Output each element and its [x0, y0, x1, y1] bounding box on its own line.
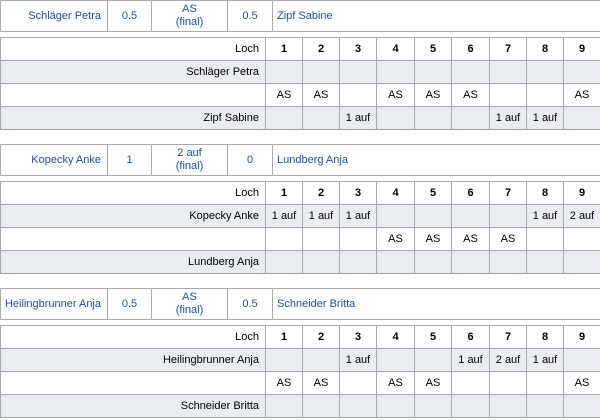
hole-status: AS: [452, 228, 490, 251]
hole-status: [452, 61, 490, 84]
hole-status: AS: [490, 228, 527, 251]
hole-status: [303, 349, 340, 372]
row-player-name: Heilingbrunner Anja: [1, 349, 266, 372]
all-square-row: [1, 372, 600, 395]
player1-row: [1, 61, 600, 84]
hole-status: AS: [303, 372, 340, 395]
hole-status: [303, 228, 340, 251]
hole-status: [415, 107, 452, 130]
hole-number: 2: [303, 38, 340, 61]
hole-status: [452, 372, 490, 395]
hole-status: AS: [303, 84, 340, 107]
result-note: (final): [175, 16, 204, 28]
result-text: AS: [182, 3, 197, 15]
holes-label: Loch: [1, 182, 266, 205]
hole-status: [490, 205, 527, 228]
hole-status: AS: [266, 84, 303, 107]
hole-status: [490, 84, 527, 107]
row-player-name: [1, 372, 266, 395]
hole-number: 3: [340, 38, 377, 61]
match-result: [152, 1, 228, 32]
hole-number: 4: [377, 182, 415, 205]
hole-number: 7: [490, 326, 527, 349]
hole-status: 2 auf: [564, 205, 600, 228]
hole-number: 3: [340, 326, 377, 349]
result-text: AS: [182, 291, 197, 303]
hole-status: [266, 251, 303, 274]
hole-status: [490, 395, 527, 418]
hole-status: 1 auf: [266, 205, 303, 228]
hole-by-hole-table: [0, 181, 600, 274]
hole-status: [340, 395, 377, 418]
hole-status: [340, 84, 377, 107]
player2-row: [1, 395, 600, 418]
hole-number: 6: [452, 182, 490, 205]
hole-number: 5: [415, 182, 452, 205]
hole-status: AS: [564, 372, 600, 395]
hole-status: [490, 251, 527, 274]
hole-number: 1: [266, 182, 303, 205]
hole-status: [266, 61, 303, 84]
hole-status: [452, 251, 490, 274]
hole-status: [340, 372, 377, 395]
row-player-name: [1, 228, 266, 251]
hole-number: 8: [527, 326, 564, 349]
hole-status: 1 auf: [340, 349, 377, 372]
player1-name[interactable]: Schläger Petra: [1, 1, 108, 32]
hole-status: [452, 395, 490, 418]
hole-status: [527, 251, 564, 274]
hole-number: 1: [266, 326, 303, 349]
player1-points: 0.5: [108, 1, 152, 32]
hole-status: [340, 251, 377, 274]
hole-status: [303, 395, 340, 418]
hole-status: [527, 61, 564, 84]
hole-status: [377, 61, 415, 84]
row-player-name: [1, 84, 266, 107]
hole-status: [490, 372, 527, 395]
hole-number: 2: [303, 326, 340, 349]
hole-status: [266, 107, 303, 130]
hole-by-hole-table: [0, 325, 600, 418]
hole-number: 7: [490, 38, 527, 61]
hole-number: 2: [303, 182, 340, 205]
player1-name[interactable]: Kopecky Anke: [1, 145, 108, 176]
hole-status: [303, 107, 340, 130]
match-summary: [0, 0, 600, 32]
all-square-row: [1, 228, 600, 251]
player1-row: [1, 205, 600, 228]
hole-status: AS: [452, 84, 490, 107]
hole-number: 7: [490, 182, 527, 205]
hole-status: [527, 395, 564, 418]
hole-number: 4: [377, 326, 415, 349]
match-result: [152, 289, 228, 320]
hole-status: AS: [266, 372, 303, 395]
hole-status: [266, 395, 303, 418]
hole-number: 9: [564, 38, 600, 61]
hole-status: AS: [377, 372, 415, 395]
holes-header-row: [1, 182, 600, 205]
hole-status: [415, 205, 452, 228]
hole-status: [377, 251, 415, 274]
holes-header-row: [1, 326, 600, 349]
hole-status: [377, 205, 415, 228]
holes-label: Loch: [1, 326, 266, 349]
hole-status: [415, 61, 452, 84]
row-player-name: Kopecky Anke: [1, 205, 266, 228]
hole-status: AS: [377, 84, 415, 107]
hole-status: [527, 372, 564, 395]
hole-number: 3: [340, 182, 377, 205]
match-summary: [0, 288, 600, 320]
row-player-name: Zipf Sabine: [1, 107, 266, 130]
hole-status: [377, 349, 415, 372]
hole-number: 5: [415, 326, 452, 349]
hole-number: 8: [527, 182, 564, 205]
player1-points: 1: [108, 145, 152, 176]
hole-status: AS: [564, 84, 600, 107]
hole-status: [415, 251, 452, 274]
result-note: (final): [175, 160, 204, 172]
hole-status: [564, 228, 600, 251]
hole-status: 1 auf: [340, 205, 377, 228]
player1-points: 0.5: [108, 289, 152, 320]
hole-status: [564, 349, 600, 372]
hole-status: [452, 107, 490, 130]
match-summary: [0, 144, 600, 176]
hole-status: [415, 349, 452, 372]
hole-status: AS: [377, 228, 415, 251]
hole-status: AS: [415, 228, 452, 251]
hole-status: 1 auf: [452, 349, 490, 372]
hole-status: 1 auf: [490, 107, 527, 130]
result-text: 2 auf: [177, 147, 202, 159]
player2-points: 0.5: [228, 289, 273, 320]
player1-row: [1, 349, 600, 372]
hole-status: [377, 107, 415, 130]
holes-header-row: [1, 38, 600, 61]
player2-row: [1, 107, 600, 130]
hole-status: 1 auf: [340, 107, 377, 130]
hole-status: [564, 107, 600, 130]
hole-status: [340, 61, 377, 84]
hole-status: [340, 228, 377, 251]
hole-status: [266, 349, 303, 372]
hole-number: 1: [266, 38, 303, 61]
hole-status: 2 auf: [490, 349, 527, 372]
hole-number: 5: [415, 38, 452, 61]
player2-points: 0.5: [228, 1, 273, 32]
hole-status: 1 auf: [527, 349, 564, 372]
hole-status: AS: [415, 372, 452, 395]
hole-number: 4: [377, 38, 415, 61]
hole-status: 1 auf: [527, 107, 564, 130]
player2-row: [1, 251, 600, 274]
hole-by-hole-table: [0, 37, 600, 130]
hole-status: [415, 395, 452, 418]
player2-name[interactable]: Schneider Britta: [273, 289, 600, 320]
all-square-row: [1, 84, 600, 107]
hole-status: [564, 61, 600, 84]
hole-status: [303, 251, 340, 274]
player2-points: 0: [228, 145, 273, 176]
hole-status: 1 auf: [527, 205, 564, 228]
player2-name[interactable]: Zipf Sabine: [273, 1, 600, 32]
hole-number: 6: [452, 326, 490, 349]
row-player-name: Schläger Petra: [1, 61, 266, 84]
hole-status: [490, 61, 527, 84]
hole-status: [527, 84, 564, 107]
hole-status: AS: [415, 84, 452, 107]
player1-name[interactable]: Heilingbrunner Anja: [1, 289, 108, 320]
hole-number: 6: [452, 38, 490, 61]
result-note: (final): [175, 304, 204, 316]
match-result: [152, 145, 228, 176]
hole-status: [564, 251, 600, 274]
row-player-name: Schneider Britta: [1, 395, 266, 418]
player2-name[interactable]: Lundberg Anja: [273, 145, 600, 176]
row-player-name: Lundberg Anja: [1, 251, 266, 274]
hole-status: [303, 61, 340, 84]
hole-number: 9: [564, 182, 600, 205]
hole-status: [452, 205, 490, 228]
hole-status: [527, 228, 564, 251]
hole-status: [266, 228, 303, 251]
holes-label: Loch: [1, 38, 266, 61]
hole-status: [564, 395, 600, 418]
hole-status: 1 auf: [303, 205, 340, 228]
hole-number: 9: [564, 326, 600, 349]
hole-number: 8: [527, 38, 564, 61]
hole-status: [377, 395, 415, 418]
